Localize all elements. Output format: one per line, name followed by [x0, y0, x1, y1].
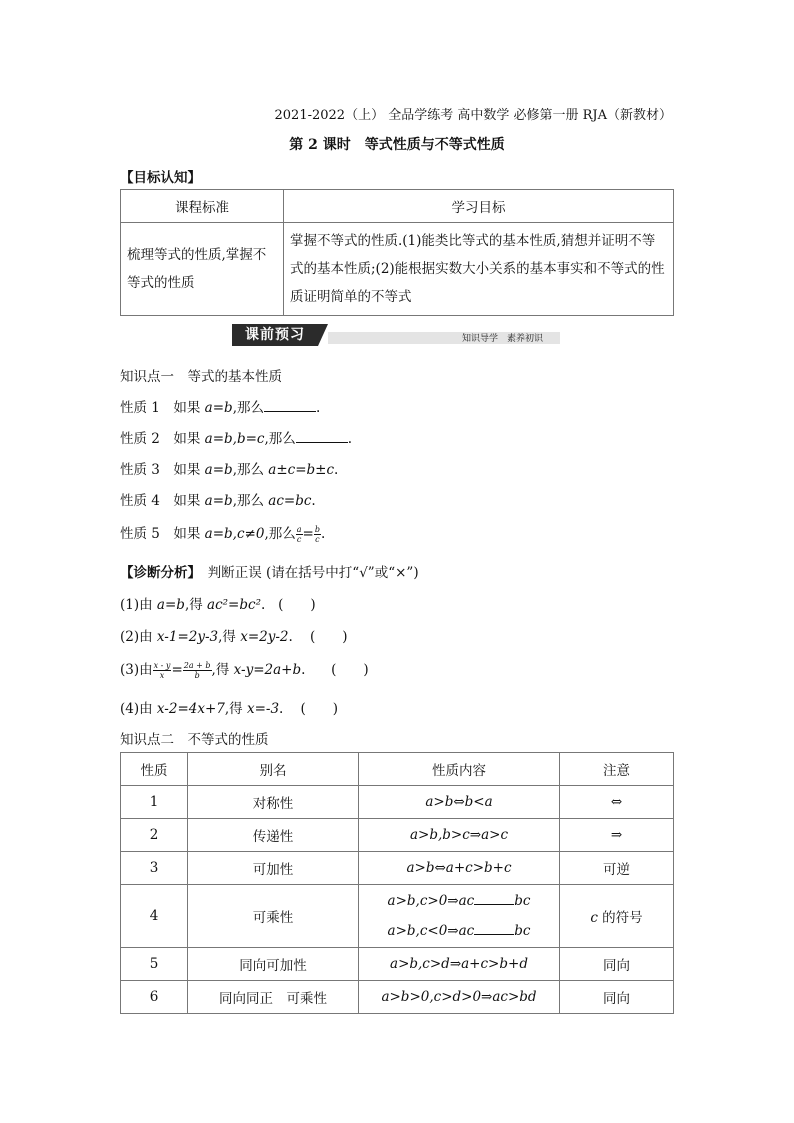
p1-label: 性质 1 如果: [120, 400, 205, 416]
row4-blank-a[interactable]: [474, 892, 514, 905]
row4-note-var: c: [590, 910, 598, 926]
p2-blank[interactable]: [296, 430, 348, 443]
inequality-properties-table: [120, 752, 674, 1014]
p5-fraction-right: $\frac{b}{c}$: [314, 525, 320, 544]
row4-blank-b[interactable]: [474, 922, 514, 935]
p4-result: ac=bc: [268, 493, 312, 509]
row-note: 可逆: [560, 852, 674, 885]
p2-label: 性质 2 如果: [120, 431, 205, 447]
row-no: 2: [121, 819, 188, 852]
table-row: [121, 948, 674, 981]
goal-col-standard: 课程标准: [121, 190, 284, 223]
q3-fraction-right: $\frac{2a + b}{b}$: [183, 661, 211, 680]
property-5: 性质 5 如果 a=b,c≠0,那么 $\frac{a}{c}$ = $\frac{b}{c}$ .: [120, 525, 326, 544]
row4-content-a-tail: bc: [514, 893, 531, 909]
header-name: 别名: [188, 753, 359, 786]
table-row: [121, 885, 674, 948]
p2-tail: ,那么: [264, 431, 296, 447]
property-2: 性质 2 如果 a=b,b=c,那么 .: [120, 431, 353, 447]
goal-table: [120, 189, 674, 316]
q4-mid: ,得: [224, 701, 247, 717]
p5-expr: a=b,c≠0: [204, 526, 265, 542]
standard-text: 梳理等式的性质,掌握不等式的性质: [121, 223, 284, 316]
row-no: 1: [121, 786, 188, 819]
diagnosis-label: 【诊断分析】: [120, 565, 195, 581]
lesson-title: 第 2 课时 等式性质与不等式性质: [289, 137, 505, 153]
goal-text: 掌握不等式的性质.(1)能类比等式的基本性质,猜想并证明不等式的基本性质;(2)能根据实数大小关系的基本事实和不等式的性质证明简单的不等式: [284, 223, 674, 316]
banner-title: 课前预习: [232, 324, 318, 346]
p3-expr: a=b: [204, 462, 233, 478]
table-row: [121, 852, 674, 885]
point2-title: 知识点二 不等式的性质: [120, 732, 269, 748]
p1-expr: a=b: [204, 400, 233, 416]
table-row: [121, 819, 674, 852]
p5-mid: ,那么: [264, 526, 296, 542]
table-row: [121, 981, 674, 1014]
q2-conclusion: x=2y-2: [240, 629, 289, 645]
row-content: [359, 885, 560, 948]
row-no: 6: [121, 981, 188, 1014]
q3-fraction-left: $\frac{x - y}{x}$: [153, 661, 171, 680]
row-note: ⇒: [560, 819, 674, 852]
q3-mid: ,得: [211, 662, 234, 678]
q4-premise: x-2=4x+7: [156, 701, 225, 717]
q3-answer-bracket[interactable]: ( ): [331, 662, 369, 678]
q1-premise: a=b: [156, 597, 185, 613]
p2-expr: a=b,b=c: [204, 431, 265, 447]
row-content: a>b⇔a+c>b+c: [359, 852, 560, 885]
table-row: [121, 786, 674, 819]
row4-note: 的符号: [597, 910, 643, 926]
q1-conclusion: ac²=bc²: [207, 597, 261, 613]
banner-tags: 知识导学 素养初识: [462, 334, 544, 344]
row-no: 3: [121, 852, 188, 885]
q4-prefix: (4)由: [120, 701, 157, 717]
row-no: 5: [121, 948, 188, 981]
q2-mid: ,得: [218, 629, 241, 645]
row-no: 4: [121, 885, 188, 948]
p1-tail: ,那么: [232, 400, 264, 416]
question-1: (1)由 a=b,得 ac²=bc². ( ): [120, 597, 316, 613]
row-name: 可乘性: [188, 885, 359, 948]
header-note: 注意: [560, 753, 674, 786]
q2-prefix: (2)由: [120, 629, 157, 645]
p5-fraction-left: $\frac{a}{c}$: [296, 525, 302, 544]
table-header-row: [121, 753, 674, 786]
row-note: 同向: [560, 948, 674, 981]
p3-mid: ,那么: [232, 462, 269, 478]
p4-mid: ,那么: [232, 493, 269, 509]
property-4: 性质 4 如果 a=b,那么 ac=bc.: [120, 493, 316, 509]
q1-mid: ,得: [184, 597, 208, 613]
q2-answer-bracket[interactable]: ( ): [310, 629, 348, 645]
q1-prefix: (1)由: [120, 597, 157, 613]
header-content: 性质内容: [359, 753, 560, 786]
row-name: 对称性: [188, 786, 359, 819]
question-3: (3)由 $\frac{x - y}{x}$ = $\frac{2a + b}{b}$ ,得 x-y=2a+b. ( ): [120, 661, 369, 680]
p4-expr: a=b: [204, 493, 233, 509]
row4-content-b-tail: bc: [514, 923, 531, 939]
question-2: (2)由 x-1=2y-3,得 x=2y-2. ( ): [120, 629, 348, 645]
header-no: 性质: [121, 753, 188, 786]
diagnosis-instruction: 判断正误 (请在括号中打“√”或“×”): [194, 565, 419, 581]
p1-blank[interactable]: [264, 399, 316, 412]
p4-label: 性质 4 如果: [120, 493, 205, 509]
q3-equals: =: [171, 662, 183, 678]
question-4: (4)由 x-2=4x+7,得 x=-3. ( ): [120, 701, 339, 717]
goal-col-goal: 学习目标: [284, 190, 674, 223]
goal-section-label: 【目标认知】: [120, 170, 201, 186]
row4-content-b: a>b,c<0⇒ac: [387, 923, 475, 939]
row-name: 传递性: [188, 819, 359, 852]
row-content: a>b⇔b<a: [359, 786, 560, 819]
q3-prefix: (3)由: [120, 662, 153, 678]
row-name: 同向同正 可乘性: [188, 981, 359, 1014]
row-note: ⇔: [560, 786, 674, 819]
banner-arrow: [318, 324, 328, 346]
row-content: a>b,c>d⇒a+c>b+d: [359, 948, 560, 981]
row-content: a>b>0,c>d>0⇒ac>bd: [359, 981, 560, 1014]
property-3: 性质 3 如果 a=b,那么 a±c=b±c.: [120, 462, 339, 478]
row-note: 同向: [560, 981, 674, 1014]
p3-label: 性质 3 如果: [120, 462, 205, 478]
p5-label: 性质 5 如果: [120, 526, 205, 542]
point1-title: 知识点一 等式的基本性质: [120, 369, 282, 385]
row-name: 同向可加性: [188, 948, 359, 981]
p3-result: a±c=b±c: [268, 462, 335, 478]
header-line: 2021-2022（上） 全品学练考 高中数学 必修第一册 RJA（新教材）: [274, 108, 672, 123]
q2-premise: x-1=2y-3: [156, 629, 219, 645]
property-1: 性质 1 如果 a=b,那么 .: [120, 400, 321, 416]
row4-content-a: a>b,c>0⇒ac: [387, 893, 475, 909]
q4-conclusion: x=-3: [246, 701, 280, 717]
row-content: a>b,b>c⇒a>c: [359, 819, 560, 852]
section-banner: [232, 324, 562, 346]
q4-answer-bracket[interactable]: ( ): [300, 701, 339, 717]
q3-conclusion: x-y=2a+b: [233, 662, 302, 678]
row-note: [560, 885, 674, 948]
row-name: 可加性: [188, 852, 359, 885]
p5-equals: =: [302, 526, 314, 542]
diagnosis-heading: [120, 561, 419, 581]
q1-answer-bracket[interactable]: ( ): [278, 597, 316, 613]
